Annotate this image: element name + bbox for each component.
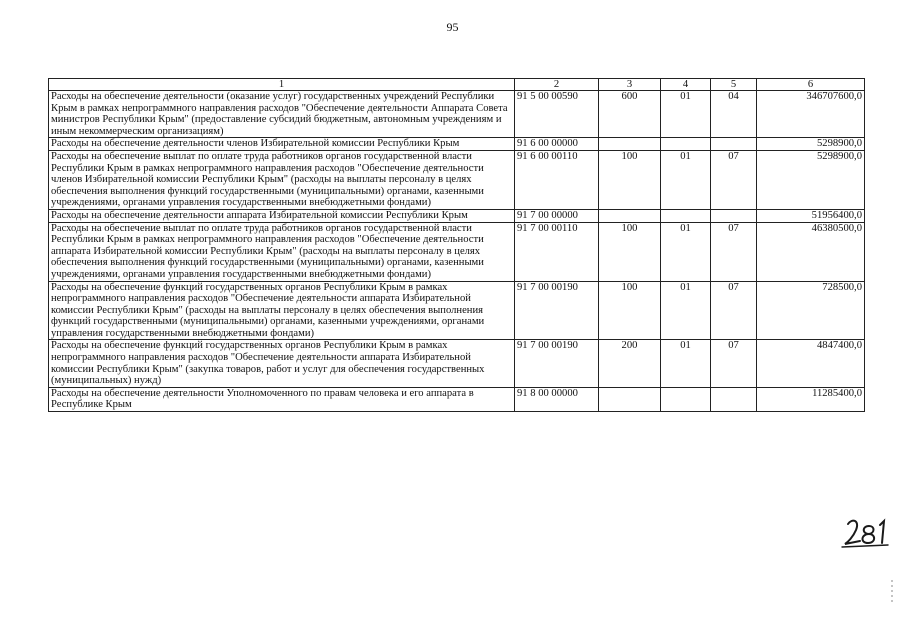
row-expense-type — [599, 387, 661, 411]
row-name: Расходы на обеспечение деятельности членов Избирательной комиссии Республики Крым — [49, 138, 515, 151]
row-section: 01 — [661, 150, 711, 209]
row-name: Расходы на обеспечение функций государственных органов Республики Крым в рамках непрограммного направления расходов "Обеспечение деятельности аппарата Избирательной комиссии Республики Крым" (расходы на выплаты персоналу в целях обеспечения выполнения функций государственными (муниципальными) органами, казенными учреждениями, органами управления государственными внебюджетными фондами) — [49, 281, 515, 340]
row-expense-type: 200 — [599, 340, 661, 387]
row-expense-type: 100 — [599, 281, 661, 340]
row-subsection: 07 — [711, 340, 757, 387]
row-amount: 5298900,0 — [757, 138, 865, 151]
row-code: 91 7 00 00000 — [515, 209, 599, 222]
row-amount: 11285400,0 — [757, 387, 865, 411]
row-amount: 46380500,0 — [757, 222, 865, 281]
row-expense-type: 600 — [599, 91, 661, 138]
row-name: Расходы на обеспечение выплат по оплате труда работников органов государственной власти Республики Крым в рамках непрограммного направления расходов "Обеспечение деятельности аппарата Избирательной комиссии Республики Крым" (расходы на выплаты персоналу в целях обеспечения выполнения функций государственными (муниципальными) органами, казенными учреждениями, органами управления государственными внебюджетными фондами) — [49, 222, 515, 281]
row-subsection: 07 — [711, 150, 757, 209]
header-col-5: 5 — [711, 79, 757, 91]
row-code: 91 5 00 00590 — [515, 91, 599, 138]
row-expense-type — [599, 209, 661, 222]
row-section: 01 — [661, 281, 711, 340]
row-subsection — [711, 387, 757, 411]
header-col-4: 4 — [661, 79, 711, 91]
row-expense-type: 100 — [599, 150, 661, 209]
row-section — [661, 387, 711, 411]
row-name: Расходы на обеспечение выплат по оплате труда работников органов государственной власти Республики Крым в рамках непрограммного направления расходов "Обеспечение деятельности членов Избирательной комиссии Республики Крым" (расходы на выплаты персоналу в целях обеспечения выполнения функций государственными (муниципальными) органами, казенными учреждениями, органами управления государственными внебюджетными фондами) — [49, 150, 515, 209]
table-row — [49, 387, 865, 411]
table-row — [49, 340, 865, 387]
row-subsection — [711, 138, 757, 151]
row-code: 91 7 00 00190 — [515, 281, 599, 340]
row-section — [661, 138, 711, 151]
budget-table — [48, 78, 865, 412]
row-code: 91 8 00 00000 — [515, 387, 599, 411]
page-number: 95 — [446, 20, 459, 34]
header-col-1: 1 — [49, 79, 515, 91]
table-row — [49, 150, 865, 209]
handwritten-signature — [836, 510, 896, 550]
row-code: 91 7 00 00110 — [515, 222, 599, 281]
row-section: 01 — [661, 222, 711, 281]
row-amount: 4847400,0 — [757, 340, 865, 387]
header-col-3: 3 — [599, 79, 661, 91]
header-col-2: 2 — [515, 79, 599, 91]
row-code: 91 7 00 00190 — [515, 340, 599, 387]
row-expense-type: 100 — [599, 222, 661, 281]
row-name: Расходы на обеспечение деятельности Уполномоченного по правам человека и его аппарата в Республике Крым — [49, 387, 515, 411]
row-expense-type — [599, 138, 661, 151]
header-col-6: 6 — [757, 79, 865, 91]
row-section: 01 — [661, 340, 711, 387]
row-amount: 51956400,0 — [757, 209, 865, 222]
row-code: 91 6 00 00110 — [515, 150, 599, 209]
row-section — [661, 209, 711, 222]
table-row — [49, 222, 865, 281]
row-name: Расходы на обеспечение деятельности аппарата Избирательной комиссии Республики Крым — [49, 209, 515, 222]
row-subsection — [711, 209, 757, 222]
table-row — [49, 209, 865, 222]
row-amount: 728500,0 — [757, 281, 865, 340]
table-row — [49, 91, 865, 138]
row-subsection: 04 — [711, 91, 757, 138]
scan-edge-mark — [890, 580, 894, 604]
row-amount: 5298900,0 — [757, 150, 865, 209]
table-row — [49, 138, 865, 151]
row-code: 91 6 00 00000 — [515, 138, 599, 151]
row-section: 01 — [661, 91, 711, 138]
row-subsection: 07 — [711, 281, 757, 340]
row-amount: 346707600,0 — [757, 91, 865, 138]
row-name: Расходы на обеспечение деятельности (оказание услуг) государственных учреждений Республики Крым в рамках непрограммного направления расходов "Обеспечение деятельности Аппарата Совета министров Республики Крым" (предоставление субсидий бюджетным, автономным учреждениям и иным некоммерческим организациям) — [49, 91, 515, 138]
row-subsection: 07 — [711, 222, 757, 281]
row-name: Расходы на обеспечение функций государственных органов Республики Крым в рамках непрограммного направления расходов "Обеспечение деятельности аппарата Избирательной комиссии Республики Крым" (закупка товаров, работ и услуг для обеспечения государственных (муниципальных) нужд) — [49, 340, 515, 387]
table-row — [49, 281, 865, 340]
table-header-row — [49, 79, 865, 91]
